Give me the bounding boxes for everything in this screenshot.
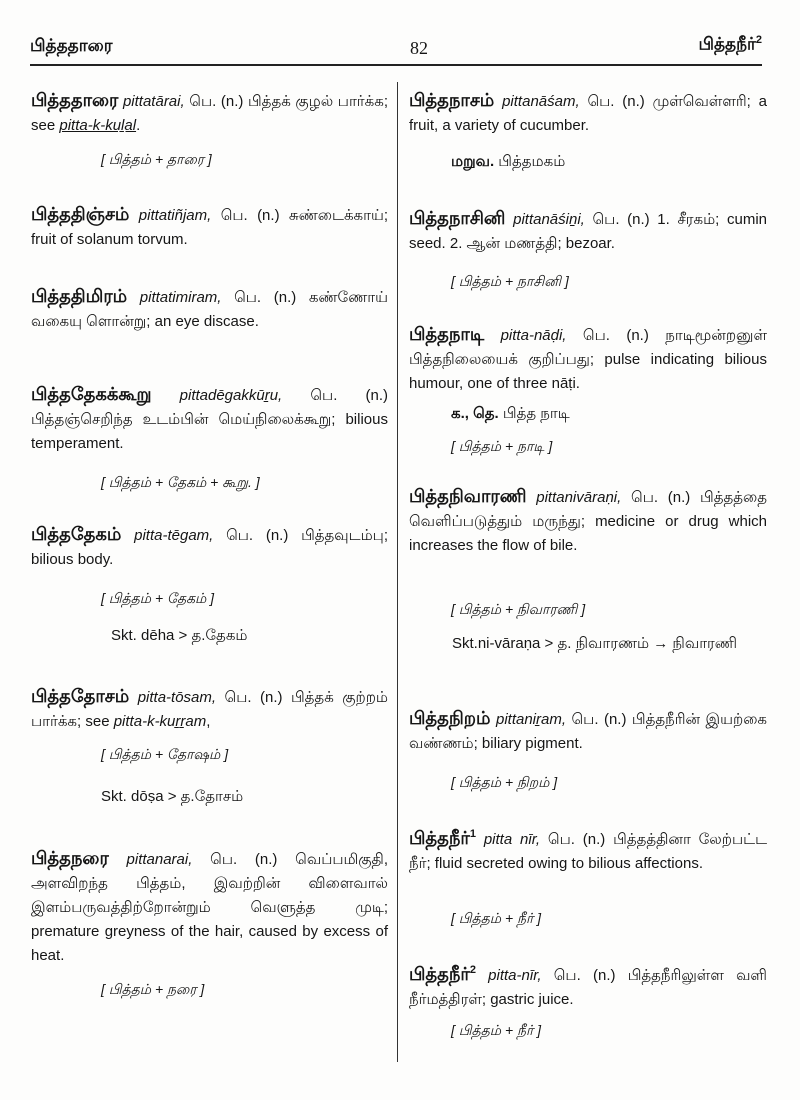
entry [409, 206, 767, 256]
entry [31, 202, 388, 252]
transliteration: pitta-nāḍi, [500, 327, 567, 344]
headword: பித்தநிறம் [409, 708, 491, 728]
synonym-label: மறுவ. [451, 153, 495, 170]
definition: பெ. (n.) 1. சீரகம்; cumin seed. 2. ஆன் மணத்தி; bezoar. [409, 211, 767, 252]
definition: பெ. (n.) பித்தவுடம்பு; bilious body. [31, 527, 388, 568]
derivation: [ பித்தம் + நிவாரணி ] [451, 601, 586, 617]
etymology: Skt. dēha > த.தேகம் [111, 627, 248, 644]
definition-end: , [206, 713, 211, 730]
transliteration: pitta-tōsam, [137, 689, 217, 706]
headword: பித்தநாசம் [409, 90, 495, 110]
homonym-number: 2 [469, 964, 476, 976]
definition: பெ. (n.) பித்தத்தை வெளிப்படுத்தும் மருந்து; medicine or drug which increases the flow of bile. [409, 489, 767, 554]
definition: பெ. (n.) நாடிமூன்றனுள் பித்தநிலையைக் குறிப்பது; pulse indicating bilious humour, one of three nāṭi. [409, 327, 767, 392]
entry [31, 684, 388, 734]
headword: பித்தநாசினி [409, 208, 506, 228]
headword-text: பித்தநீர் [409, 828, 470, 848]
entry [31, 522, 388, 572]
definition: பெ. (n.) பித்தஞ்செறிந்த உடம்பின் மெய்நிலைக்கூறு; bilious temperament. [31, 387, 388, 452]
derivation: [ பித்தம் + தோஷம் ] [101, 746, 229, 762]
homonym-number: 1 [469, 828, 476, 840]
transliteration: pittatārai, [122, 93, 185, 110]
transliteration: pittaniṟam, [495, 711, 567, 728]
entry [409, 484, 767, 558]
headword: பித்தநரை [31, 848, 109, 868]
definition-end: . [136, 117, 141, 134]
transliteration: pittatiñjam, [138, 207, 212, 224]
headword: பித்ததிமிரம் [31, 286, 128, 306]
headword [409, 828, 476, 848]
header-right-sup: 2 [755, 34, 762, 46]
headword: பித்ததேகம் [31, 524, 122, 544]
entry [31, 284, 388, 334]
transliteration: pitta-tēgam, [134, 527, 214, 544]
definition: பெ. (n.) பித்தநீரின் இயற்கை வண்ணம்; biliary pigment. [409, 711, 767, 752]
cognate-line [451, 402, 570, 426]
entry [31, 382, 388, 456]
derivation: [ பித்தம் + நீர் ] [451, 910, 542, 926]
definition: பெ. (n.) வெப்பமிகுதி, அளவிறந்த பித்தம், இவற்றின் விளைவால் இளம்பருவத்திற்றோன்றும் வெளுத்த முடி; premature greyness of the hair, caused by excess of heat. [31, 851, 388, 964]
transliteration: pittadēgakkūṟu, [179, 387, 283, 404]
page-number: 82 [410, 38, 428, 58]
headword-text: பித்தநீர் [409, 964, 470, 984]
definition: பெ. (n.) சுண்டைக்காய்; fruit of solanum torvum. [31, 207, 388, 248]
definition: பெ. (n.) பித்தநீரிலுள்ள வளி நீர்மத்திரள்; gastric juice. [409, 967, 768, 1008]
derivation: [ பித்தம் + நாடி ] [451, 438, 553, 454]
definition: பெ. (n.) பித்தத்தினா லேற்பட்ட நீர்; fluid secreted owing to bilious affections. [409, 831, 768, 872]
derivation: [ பித்தம் + நிறம் ] [451, 774, 558, 790]
transliteration: pittanāśam, [502, 93, 580, 110]
headword: பித்தநாடி [409, 324, 485, 344]
synonym-text: பித்தமகம் [494, 153, 566, 170]
header-left-guide-word: பித்ததாரை [30, 36, 113, 55]
etymology: Skt.ni-vāraṇa > த. நிவாரணம் → நிவாரணி [452, 635, 738, 652]
derivation: [ பித்தம் + நீர் ] [451, 1022, 542, 1038]
entry [409, 322, 767, 396]
transliteration: pitta-nīr, [488, 967, 542, 984]
transliteration: pittanivāraṇi, [536, 489, 622, 506]
derivation: [ பித்தம் + தாரை ] [101, 151, 212, 167]
transliteration: pittanāśiṉi, [513, 211, 585, 228]
definition: பெ. (n.) கண்ணோய் வகையு ளொன்று; an eye discase. [31, 289, 388, 330]
derivation: [ பித்தம் + தேகம் ] [101, 590, 215, 606]
headword: பித்ததோசம் [31, 686, 130, 706]
entry [31, 88, 388, 138]
page-header [30, 30, 762, 66]
entry [409, 88, 767, 138]
transliteration: pitta nīr, [483, 831, 541, 848]
headword: பித்ததேகக்கூறு [31, 384, 152, 404]
headword: பித்ததாரை [31, 90, 119, 110]
column-divider [397, 82, 398, 1062]
derivation: [ பித்தம் + தேகம் + கூறு. ] [101, 474, 260, 490]
etymology: Skt. dōṣa > த.தோசம் [101, 788, 244, 805]
entry [409, 822, 767, 876]
cross-reference: pitta-k-kuṟṟam [113, 713, 207, 730]
definition: பெ. (n.) பித்தக் குற்றம் பார்க்க; see [31, 689, 388, 730]
header-right-guide-word [698, 34, 762, 57]
definition: பெ. (n.) முள்வெள்ளரி; a fruit, a variety of cucumber. [409, 93, 767, 134]
definition: பெ. (n.) பித்தக் குழல் பார்க்க; see [31, 93, 388, 134]
transliteration: pittanarai, [126, 851, 193, 868]
headword: பித்தநிவாரணி [409, 486, 527, 506]
headword [409, 964, 476, 984]
entry [31, 846, 388, 968]
header-rule [30, 64, 762, 66]
transliteration: pittatimiram, [139, 289, 222, 306]
cross-reference: pitta-k-kuḻal [59, 117, 137, 134]
entry [409, 958, 767, 1012]
headword: பித்ததிஞ்சம் [31, 204, 130, 224]
derivation: [ பித்தம் + நாசினி ] [451, 273, 569, 289]
derivation: [ பித்தம் + நரை ] [101, 981, 205, 997]
synonym-line [451, 150, 565, 174]
entry [409, 706, 767, 756]
cognate-text: பித்த நாடி [498, 405, 570, 422]
header-right-word: பித்தநீர் [698, 34, 756, 54]
cognate-label: க., தெ. [451, 405, 499, 422]
